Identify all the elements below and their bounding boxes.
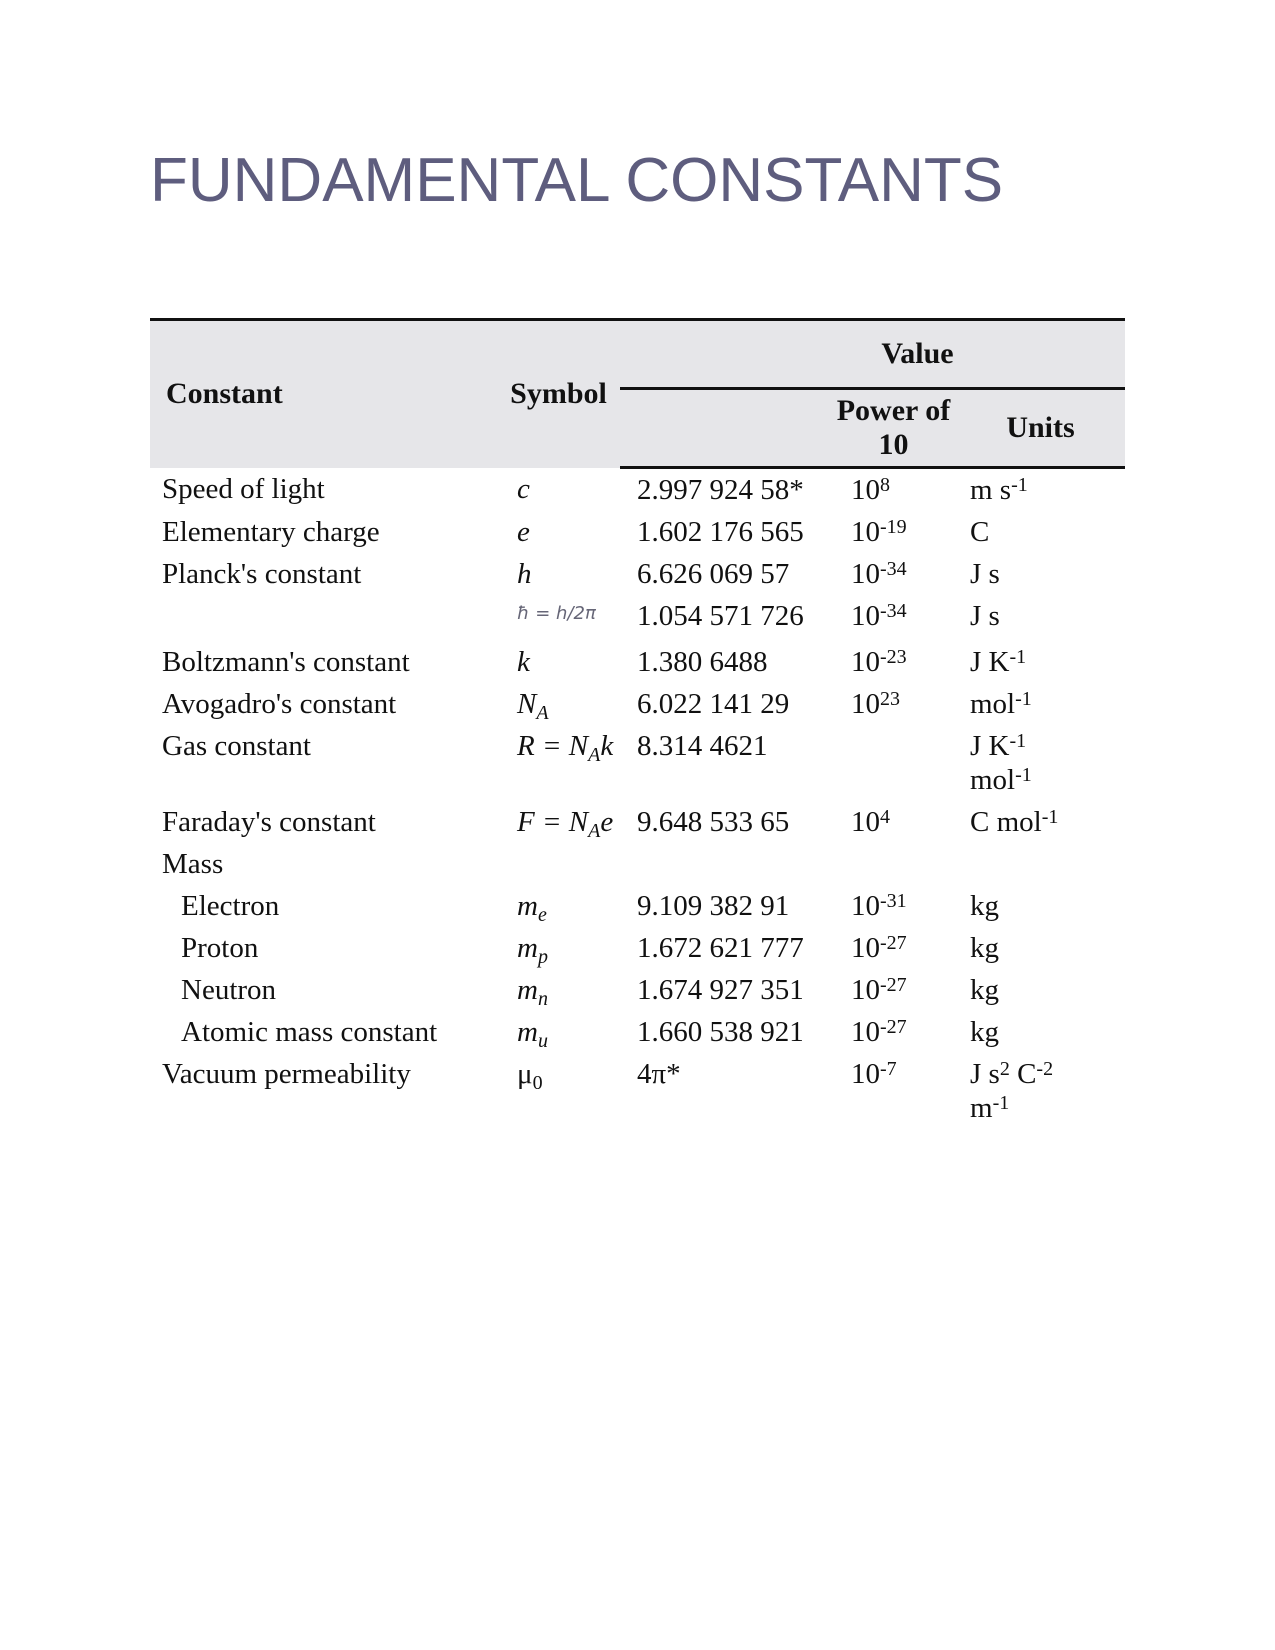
header-symbol: Symbol (497, 320, 620, 468)
constant-value: 1.660 538 921 (637, 1016, 804, 1048)
constant-power: $10^{23}$ (851, 688, 900, 720)
table-row (150, 553, 1125, 595)
constant-value: 6.626 069 57 (637, 558, 790, 590)
table-row (150, 885, 1125, 927)
table-row (150, 843, 1125, 885)
table-row (150, 969, 1125, 1011)
table-row (150, 927, 1125, 969)
constant-units: C (970, 516, 990, 548)
header-units: Units (956, 389, 1125, 468)
constant-name (150, 595, 497, 641)
constant-units: C mol$^{-1}$ (970, 806, 1059, 838)
table-row (150, 1011, 1125, 1053)
header-power-of-10: Power of 10 (831, 389, 956, 468)
constant-name: Faraday's constant (162, 806, 376, 838)
table-row (150, 468, 1125, 512)
constant-value: 6.022 141 29 (637, 688, 790, 720)
constant-value: 8.314 4621 (637, 730, 768, 762)
constant-power: $10^{-27}$ (851, 932, 907, 964)
constant-power: $10^4$ (851, 806, 890, 838)
constant-symbol: h (517, 558, 532, 590)
constants-table (150, 318, 1125, 1129)
constant-value: 1.602 176 565 (637, 516, 804, 548)
constant-value: 1.672 621 777 (637, 932, 804, 964)
constant-units: J $K^{-1}$ (970, 646, 1027, 678)
constant-value: 4π* (637, 1058, 681, 1090)
constant-name: Neutron (181, 974, 277, 1006)
constant-power: $10^{-27}$ (851, 974, 907, 1006)
constant-power: $10^{-19}$ (851, 516, 907, 548)
hbar-formula-image: ħ = h/2π (517, 603, 596, 624)
constant-power: $10^{-27}$ (851, 1016, 907, 1048)
constant-name: Boltzmann's constant (162, 646, 410, 678)
constant-units: J s (970, 558, 1000, 590)
constant-units: mol$^{-1}$ (970, 688, 1032, 720)
constant-name: Speed of light (162, 472, 325, 505)
constant-units: kg (970, 974, 999, 1006)
constant-value: 9.648 533 65 (637, 806, 790, 838)
constant-value: 1.054 571 726 (637, 600, 804, 632)
constant-symbol (497, 595, 620, 641)
constant-name: Vacuum permeability (162, 1058, 411, 1090)
constant-name: Avogadro's constant (162, 688, 397, 720)
constant-power: $10^{-34}$ (851, 558, 907, 590)
constant-units: kg (970, 1016, 999, 1048)
page-title: FUNDAMENTAL CONSTANTS (150, 146, 1004, 215)
table-row (150, 725, 1125, 801)
constant-symbol: $m_u$ (517, 1016, 548, 1052)
constant-units: J $s^2$ $C^{-2}$ $m^{-1}$ (970, 1058, 1054, 1124)
constant-units: J $K^{-1}$ mol$^{-1}$ (970, 730, 1032, 796)
header-value-blank (620, 389, 831, 468)
constant-name: Electron (181, 890, 280, 922)
constant-name: Gas constant (162, 730, 311, 762)
constant-symbol: $R = N_Ak$ (517, 730, 614, 766)
constant-power: $10^{-23}$ (851, 646, 907, 678)
table-row (150, 595, 1125, 641)
constant-units: J s (970, 600, 1000, 632)
constant-units: kg (970, 932, 999, 964)
constant-power: $10^{-7}$ (851, 1058, 897, 1090)
constant-symbol: $\mu_0$ (517, 1058, 543, 1094)
constant-name: Elementary charge (162, 516, 380, 548)
constant-name: Atomic mass constant (181, 1016, 438, 1048)
constant-value: 2.997 924 58* (637, 474, 804, 506)
table-row (150, 683, 1125, 725)
constant-symbol: $m_n$ (517, 974, 548, 1010)
constant-symbol: $F = N_Ae$ (517, 806, 614, 842)
constant-symbol: $m_p$ (517, 932, 548, 968)
constant-name: Planck's constant (162, 558, 362, 590)
section-label-mass: Mass (162, 848, 224, 880)
table-row (150, 511, 1125, 553)
constant-power: $10^8$ (851, 474, 890, 506)
header-constant: Constant (150, 320, 497, 468)
constant-symbol: e (517, 516, 530, 548)
table-row (150, 1053, 1125, 1129)
header-value: Value (620, 320, 1125, 389)
constant-symbol: c (517, 472, 530, 505)
constant-power: $10^{-34}$ (851, 600, 907, 632)
constant-symbol: $m_e$ (517, 890, 547, 926)
constant-symbol: $N_A$ (517, 688, 549, 724)
constant-power (831, 725, 956, 801)
table-row (150, 641, 1125, 683)
constant-symbol: k (517, 646, 530, 678)
constant-value: 1.380 6488 (637, 646, 768, 678)
constant-units: kg (970, 890, 999, 922)
constant-value: 9.109 382 91 (637, 890, 790, 922)
constant-value: 1.674 927 351 (637, 974, 804, 1006)
constant-name: Proton (181, 932, 259, 964)
table-row (150, 801, 1125, 843)
constant-units: m $s^{-1}$ (970, 474, 1028, 506)
constant-power: $10^{-31}$ (851, 890, 907, 922)
